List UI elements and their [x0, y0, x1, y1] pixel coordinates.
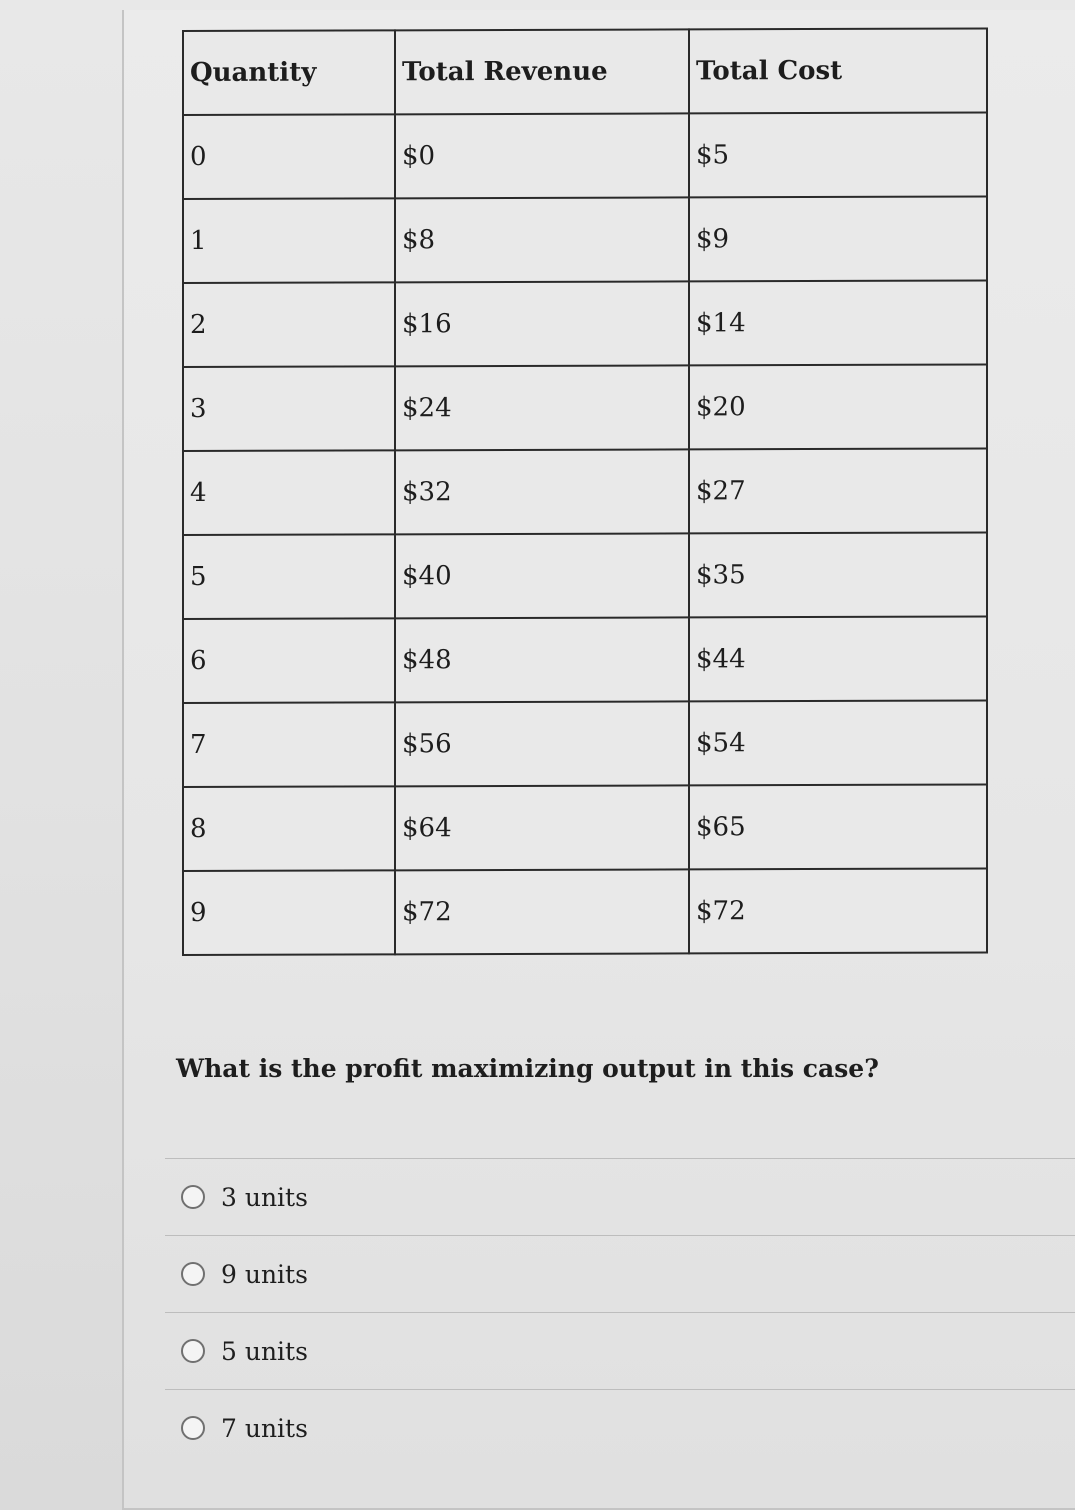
cell-quantity: 0	[183, 114, 395, 199]
cell-quantity: 7	[183, 702, 395, 787]
table-row	[183, 616, 987, 703]
cell-total-cost: $20	[689, 364, 987, 449]
header-quantity: Quantity	[183, 30, 395, 115]
cell-total-cost: $5	[689, 112, 987, 197]
table-row	[183, 532, 987, 619]
table-row	[183, 364, 987, 451]
option-label: 9 units	[221, 1259, 308, 1289]
header-total-cost: Total Cost	[689, 28, 987, 113]
cell-total-cost: $65	[689, 784, 987, 869]
table-row	[183, 700, 987, 787]
radio-button-icon[interactable]	[181, 1185, 205, 1209]
cell-total-revenue: $40	[395, 533, 689, 618]
cell-total-cost: $14	[689, 280, 987, 365]
cell-total-revenue: $24	[395, 365, 689, 450]
option-label: 5 units	[221, 1336, 308, 1366]
cell-quantity: 3	[183, 366, 395, 451]
cell-total-cost: $27	[689, 448, 987, 533]
cost-revenue-table	[182, 27, 988, 956]
question-text: What is the profit maximizing output in this case?	[176, 1054, 879, 1083]
header-total-revenue: Total Revenue	[395, 29, 689, 114]
cell-total-revenue: $64	[395, 785, 689, 870]
table-row	[183, 448, 987, 535]
cell-quantity: 5	[183, 534, 395, 619]
answer-options	[165, 1158, 1075, 1466]
cell-quantity: 9	[183, 870, 395, 955]
cell-total-cost: $44	[689, 616, 987, 701]
cell-quantity: 4	[183, 450, 395, 535]
cell-quantity: 1	[183, 198, 395, 283]
cell-quantity: 6	[183, 618, 395, 703]
cell-total-revenue: $16	[395, 281, 689, 366]
cell-total-cost: $35	[689, 532, 987, 617]
table-body	[183, 112, 987, 955]
cell-quantity: 8	[183, 786, 395, 871]
table-row	[183, 112, 987, 199]
cell-total-revenue: $0	[395, 113, 689, 198]
table-row	[183, 196, 987, 283]
cell-total-revenue: $48	[395, 617, 689, 702]
option-label: 7 units	[221, 1413, 308, 1443]
answer-option-5-units[interactable]	[165, 1312, 1075, 1389]
table-row	[183, 868, 987, 955]
radio-button-icon[interactable]	[181, 1416, 205, 1440]
option-label: 3 units	[221, 1182, 308, 1212]
table-row	[183, 784, 987, 871]
cell-total-revenue: $56	[395, 701, 689, 786]
cell-total-cost: $72	[689, 868, 987, 953]
radio-button-icon[interactable]	[181, 1339, 205, 1363]
radio-button-icon[interactable]	[181, 1262, 205, 1286]
answer-option-3-units[interactable]	[165, 1158, 1075, 1235]
answer-option-7-units[interactable]	[165, 1389, 1075, 1466]
cell-total-revenue: $72	[395, 869, 689, 954]
cell-total-revenue: $8	[395, 197, 689, 282]
cell-quantity: 2	[183, 282, 395, 367]
cell-total-cost: $9	[689, 196, 987, 281]
cell-total-cost: $54	[689, 700, 987, 785]
cell-total-revenue: $32	[395, 449, 689, 534]
table-header-row	[183, 28, 987, 115]
answer-option-9-units[interactable]	[165, 1235, 1075, 1312]
table-row	[183, 280, 987, 367]
